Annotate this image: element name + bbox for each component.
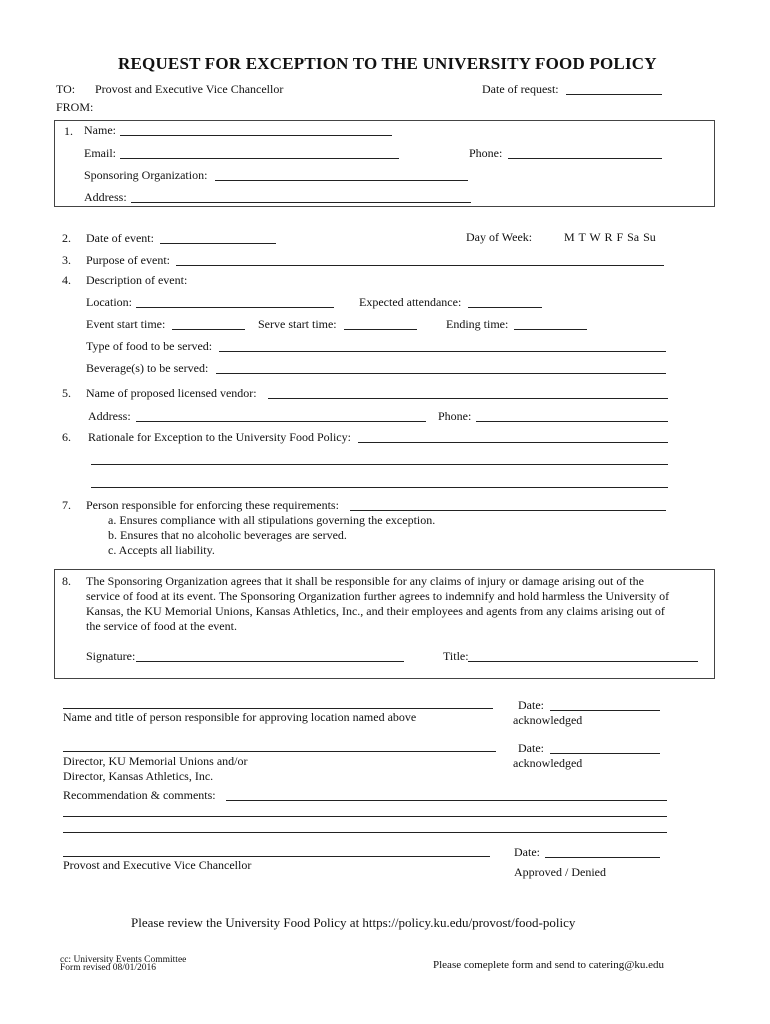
attendance-label: Expected attendance: [359,295,462,309]
form-title: REQUEST FOR EXCEPTION TO THE UNIVERSITY FOOD POLICY [118,54,657,73]
rationale-field-3[interactable] [91,487,668,488]
section-7-number: 7. [62,498,71,512]
signature-label: Signature: [86,649,136,663]
provost-label: Provost and Executive Vice Chancellor [63,858,252,872]
vendor-label: Name of proposed licensed vendor: [86,386,257,400]
section-2-number: 2. [62,231,71,245]
director-label-1: Director, KU Memorial Unions and/or [63,754,248,768]
director-signature-line[interactable] [63,751,496,752]
purpose-label: Purpose of event: [86,253,170,267]
food-type-field[interactable] [219,351,666,352]
email-label: Email: [84,146,116,160]
date-of-event-label: Date of event: [86,231,154,245]
name-field[interactable] [120,135,392,136]
requirement-a: a. Ensures compliance with all stipulations governing the exception. [108,513,436,527]
signature-field[interactable] [136,661,404,662]
section-1-box [54,120,715,207]
location-label: Location: [86,295,132,309]
approver-acknowledged: acknowledged [513,713,583,727]
section-1-number: 1. [64,124,73,138]
signer-title-field[interactable] [468,661,698,662]
provost-date-field[interactable] [545,857,660,858]
section-6-number: 6. [62,430,71,444]
sponsoring-org-field[interactable] [215,180,468,181]
email-field[interactable] [120,158,399,159]
vendor-phone-label: Phone: [438,409,472,423]
day-of-week-options[interactable]: M T W R F Sa Su [564,230,656,244]
phone-label: Phone: [469,146,503,160]
from-label: FROM: [56,100,94,114]
name-label: Name: [84,123,116,137]
cc-note: cc: University Events Committee [60,955,187,965]
person-responsible-field[interactable] [350,510,666,511]
section-5-number: 5. [62,386,71,400]
director-date-label: Date: [518,741,544,755]
food-type-label: Type of food to be served: [86,339,213,353]
person-responsible-label: Person responsible for enforcing these requirements: [86,498,339,512]
agreement-line-2: service of food at its event. The Sponsoring Organization further agrees to indemnify and hold harmless the University of [86,589,670,603]
serve-time-field[interactable] [344,329,417,330]
day-of-week-label: Day of Week: [466,230,533,244]
policy-note: Please review the University Food Policy at https://policy.ku.edu/provost/food-policy [131,915,576,930]
address-label: Address: [84,190,127,204]
section-4-number: 4. [62,273,71,287]
requirement-b: b. Ensures that no alcoholic beverages are served. [108,528,347,542]
approver-date-label: Date: [518,698,544,712]
vendor-address-label: Address: [88,409,131,423]
requirement-c: c. Accepts all liability. [108,543,215,557]
date-of-request-field[interactable] [566,94,662,95]
vendor-field[interactable] [268,398,668,399]
director-acknowledged: acknowledged [513,756,583,770]
agreement-line-4: the service of food at the event. [86,619,237,633]
vendor-phone-field[interactable] [476,421,668,422]
section-8-number: 8. [62,574,71,588]
to-value: Provost and Executive Vice Chancellor [95,82,284,96]
agreement-line-3: Kansas, the KU Memorial Unions, Kansas Athletics, Inc., and their employees and agents from any claims arising out of [86,604,665,618]
phone-field[interactable] [508,158,662,159]
approver-label: Name and title of person responsible for approving location named above [63,710,417,724]
signer-title-label: Title: [443,649,469,663]
recommendation-field-1[interactable] [226,800,667,801]
ending-time-label: Ending time: [446,317,509,331]
provost-signature-line[interactable] [63,856,490,857]
rationale-label: Rationale for Exception to the University Food Policy: [88,430,351,444]
director-date-field[interactable] [550,753,660,754]
sponsoring-org-label: Sponsoring Organization: [84,168,208,182]
purpose-field[interactable] [176,265,664,266]
approver-signature-line[interactable] [63,708,493,709]
recommendation-field-2[interactable] [63,816,667,817]
address-field[interactable] [131,202,471,203]
recommendation-field-3[interactable] [63,832,667,833]
start-time-field[interactable] [172,329,245,330]
approver-date-field[interactable] [550,710,660,711]
approved-denied: Approved / Denied [514,865,606,879]
recommendation-label: Recommendation & comments: [63,788,216,802]
provost-date-label: Date: [514,845,540,859]
director-label-2: Director, Kansas Athletics, Inc. [63,769,214,783]
start-time-label: Event start time: [86,317,166,331]
agreement-line-1: The Sponsoring Organization agrees that it shall be responsible for any claims of injury or damage arising out of the [86,574,644,588]
to-label: TO: [56,82,76,96]
location-field[interactable] [136,307,334,308]
rationale-field-1[interactable] [358,442,668,443]
description-label: Description of event: [86,273,188,287]
send-to-note: Please comeplete form and send to catering@ku.edu [433,959,664,971]
revised-note: Form revised 08/01/2016 [60,963,157,973]
ending-time-field[interactable] [514,329,587,330]
rationale-field-2[interactable] [91,464,668,465]
date-of-event-field[interactable] [160,243,276,244]
section-3-number: 3. [62,253,71,267]
beverages-label: Beverage(s) to be served: [86,361,209,375]
vendor-address-field[interactable] [136,421,426,422]
beverages-field[interactable] [216,373,666,374]
serve-time-label: Serve start time: [258,317,337,331]
date-of-request-label: Date of request: [482,82,559,96]
attendance-field[interactable] [468,307,542,308]
